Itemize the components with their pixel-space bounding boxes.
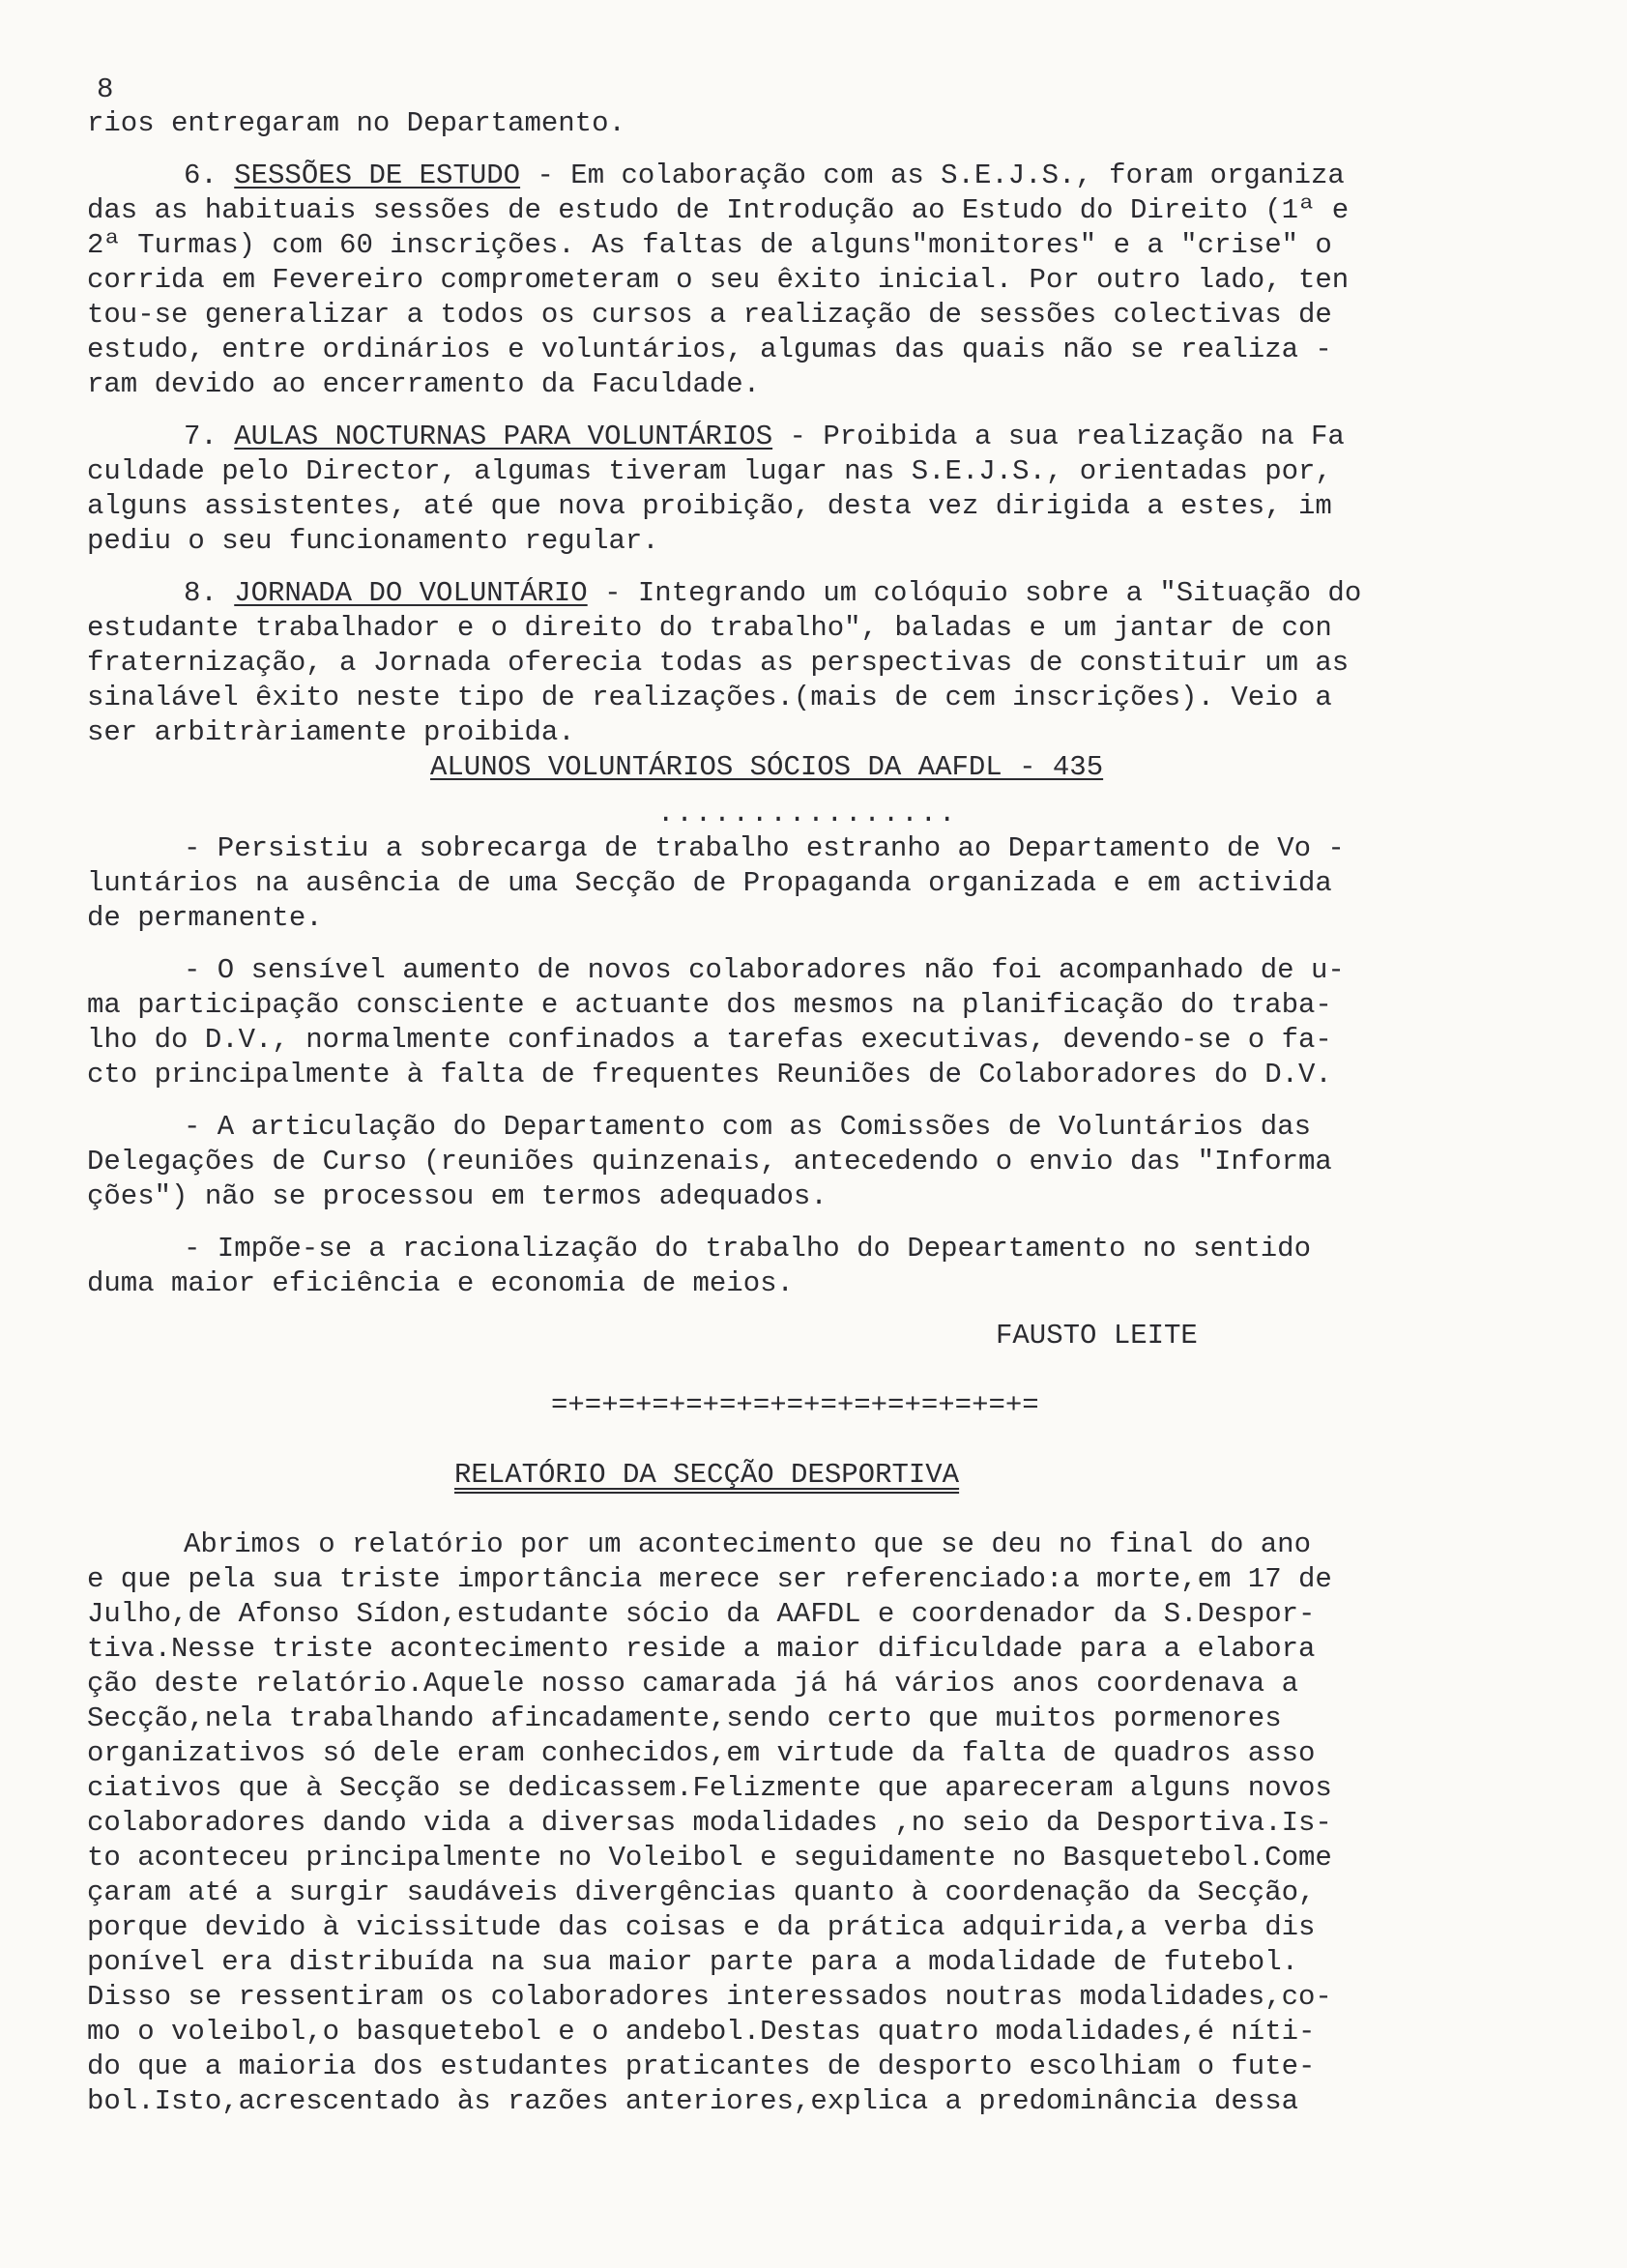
section-jornada-do-voluntario xyxy=(87,576,1508,750)
bullet-item xyxy=(87,1232,1508,1301)
text-line: 2ª Turmas) com 60 inscrições. As faltas de alguns"monitores" e a "crise" o xyxy=(87,229,1332,261)
text-line: mo o voleibol,o basquetebol e o andebol.Destas quatro modalidades,é níti- xyxy=(87,2016,1316,2048)
section-separator: =+=+=+=+=+=+=+=+=+=+=+=+=+=+= xyxy=(551,1389,1039,1421)
section-sessoes-de-estudo xyxy=(87,159,1508,402)
item-number: 6. xyxy=(184,160,235,191)
text-line: ponível era distribuída na sua maior parte para a modalidade de futebol. xyxy=(87,1946,1299,1978)
text-line: - Persistiu a sobrecarga de trabalho estranho ao Departamento de Vo - xyxy=(184,832,1345,864)
text-line: duma maior eficiência e economia de meios. xyxy=(87,1267,794,1299)
text-line: e que pela sua triste importância merece ser referenciado:a morte,em 17 de xyxy=(87,1563,1332,1595)
item-number: 7. xyxy=(184,421,235,452)
signature: FAUSTO LEITE xyxy=(996,1320,1198,1352)
text-line: - O sensível aumento de novos colaboradores não foi acompanhado de u- xyxy=(184,954,1345,986)
text-line: luntários na ausência de uma Secção de Propaganda organizada e em activida xyxy=(87,867,1332,899)
text-line: das as habituais sessões de estudo de Introdução ao Estudo do Direito (1ª e xyxy=(87,194,1350,226)
report-body xyxy=(87,1527,1508,2119)
section-aulas-nocturnas xyxy=(87,420,1508,559)
text-line: colaboradores dando vida a diversas modalidades ,no seio da Desportiva.Is- xyxy=(87,1807,1332,1839)
text-line: culdade pelo Director, algumas tiveram lugar nas S.E.J.S., orientadas por, xyxy=(87,455,1332,487)
text-line: Julho,de Afonso Sídon,estudante sócio da AAFDL e coordenador da S.Despor- xyxy=(87,1598,1316,1630)
text-line: corrida em Fevereiro comprometeram o seu êxito inicial. Por outro lado, ten xyxy=(87,264,1350,296)
text-line: estudo, entre ordinários e voluntários, algumas das quais não se realiza - xyxy=(87,334,1332,365)
text-line: do que a maioria dos estudantes praticantes de desporto escolhiam o fute- xyxy=(87,2050,1316,2082)
text-line: ciativos que à Secção se dedicassem.Felizmente que apareceram alguns novos xyxy=(87,1772,1332,1804)
text-line: ser arbitràriamente proibida. xyxy=(87,716,575,748)
text-line: alguns assistentes, até que nova proibição, desta vez dirigida a estes, im xyxy=(87,490,1332,522)
page-number: 8 xyxy=(97,73,114,105)
text-line: tou-se generalizar a todos os cursos a realização de sessões colectivas de xyxy=(87,299,1332,331)
report-title: RELATÓRIO DA SECÇÃO DESPORTIVA xyxy=(454,1459,960,1491)
text-line: ção deste relatório.Aquele nosso camarada já há vários anos coordenava a xyxy=(87,1668,1299,1700)
text-line: bol.Isto,acrescentado às razões anteriores,explica a predominância dessa xyxy=(87,2085,1299,2117)
text-line: çaram até a surgir saudáveis divergências quanto à coordenação da Secção, xyxy=(87,1876,1316,1908)
bullet-item xyxy=(87,831,1508,936)
text-line: estudante trabalhador e o direito do trabalho", baladas e um jantar de con xyxy=(87,612,1332,644)
text-line: de permanente. xyxy=(87,902,323,934)
text-line: ma participação consciente e actuante dos mesmos na planificação do traba- xyxy=(87,989,1332,1021)
text-line: - A articulação do Departamento com as Comissões de Voluntários das xyxy=(184,1111,1311,1143)
item-number: 8. xyxy=(184,577,235,609)
bullet-item xyxy=(87,953,1508,1092)
item-heading: JORNADA DO VOLUNTÁRIO xyxy=(234,577,588,609)
text-line: porque devido à vicissitude das coisas e da prática adquirida,a verba dis xyxy=(87,1911,1316,1943)
text-line: ções") não se processou em termos adequados. xyxy=(87,1180,828,1212)
text-line: cto principalmente à falta de frequentes Reuniões de Colaboradores do D.V. xyxy=(87,1059,1332,1090)
text-line: - Integrando um colóquio sobre a "Situação do xyxy=(587,577,1362,609)
text-line: sinalável êxito neste tipo de realizações.(mais de cem inscrições). Veio a xyxy=(87,682,1332,713)
item-heading: SESSÕES DE ESTUDO xyxy=(234,160,521,191)
text-line: - Impõe-se a racionalização do trabalho do Depeartamento no sentido xyxy=(184,1233,1311,1265)
text-line: fraternização, a Jornada oferecia todas as perspectivas de constituir um as xyxy=(87,647,1350,679)
text-line: rios entregaram no Departamento. xyxy=(87,107,625,139)
text-line: Secção,nela trabalhando afincadamente,sendo certo que muitos pormenores xyxy=(87,1702,1282,1734)
text-line: Disso se ressentiram os colaboradores interessados noutras modalidades,co- xyxy=(87,1981,1332,2013)
page-body xyxy=(87,106,1508,2119)
item-heading: AULAS NOCTURNAS PARA VOLUNTÁRIOS xyxy=(234,421,773,452)
text-line: Abrimos o relatório por um acontecimento que se deu no final do ano xyxy=(184,1528,1311,1560)
text-line: tiva.Nesse triste acontecimento reside a maior dificuldade para a elabora xyxy=(87,1633,1316,1665)
members-heading: ALUNOS VOLUNTÁRIOS SÓCIOS DA AAFDL - 435 xyxy=(430,751,1104,783)
text-line: - Em colaboração com as S.E.J.S., foram organiza xyxy=(520,160,1345,191)
bullet-item xyxy=(87,1110,1508,1214)
dotted-divider: ................ xyxy=(657,798,958,829)
text-line: organizativos só dele eram conhecidos,em virtude da falta de quadros asso xyxy=(87,1737,1316,1769)
text-line: - Proibida a sua realização na Fa xyxy=(772,421,1345,452)
bullet-list xyxy=(87,831,1508,1301)
text-line: ram devido ao encerramento da Faculdade. xyxy=(87,368,761,400)
text-line: lho do D.V., normalmente confinados a tarefas executivas, devendo-se o fa- xyxy=(87,1024,1332,1056)
text-line: to aconteceu principalmente no Voleibol e seguidamente no Basquetebol.Come xyxy=(87,1842,1332,1874)
text-line: pediu o seu funcionamento regular. xyxy=(87,525,659,557)
text-line: Delegações de Curso (reuniões quinzenais, antecedendo o envio das "Informa xyxy=(87,1146,1332,1178)
